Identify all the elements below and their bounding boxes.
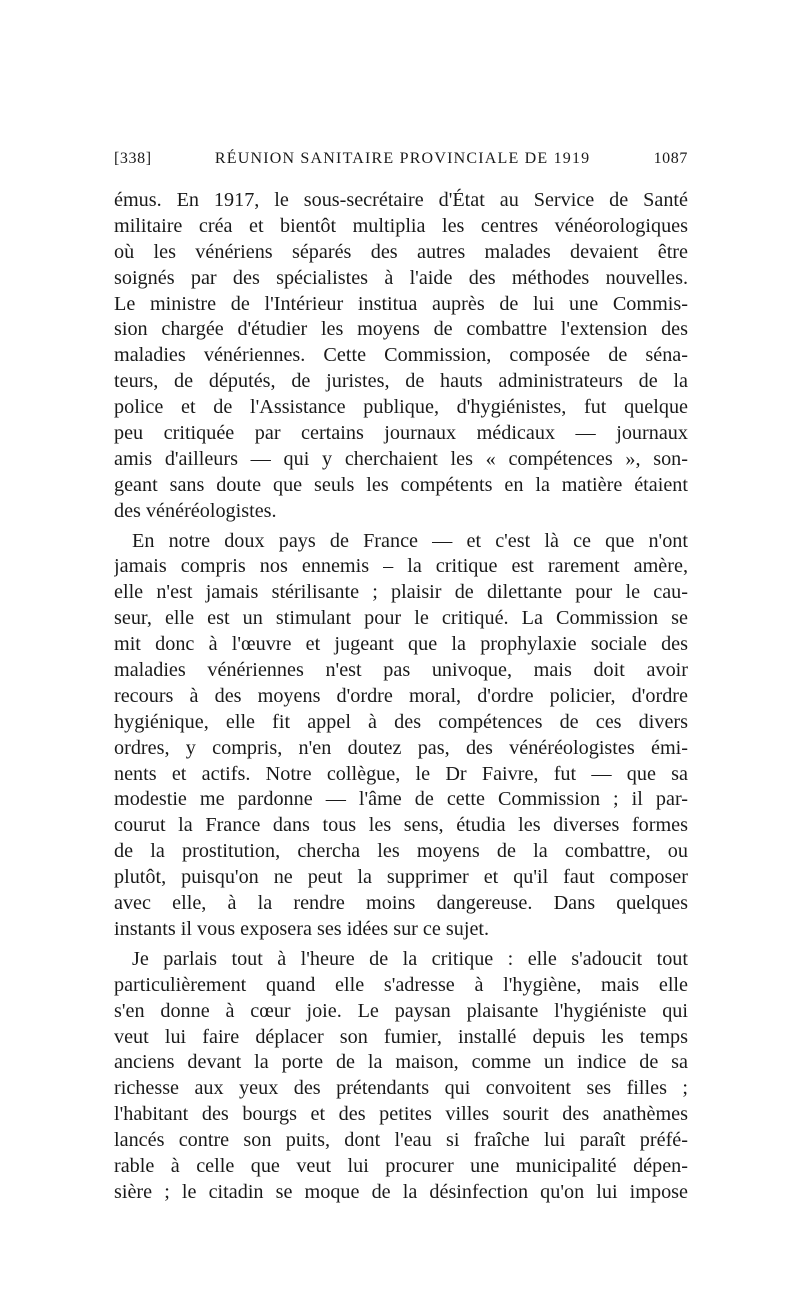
text-line: des vénéréologistes. [114,499,277,522]
text-line: soignés par des spécialistes à l'aide des méthodes nouvelles. [114,266,688,289]
text-line: s'en donne à cœur joie. Le paysan plaisante l'hygiéniste qui [114,999,688,1022]
text-line: plutôt, puisqu'on ne peut la supprimer et qu'il faut composer [114,866,688,889]
page-marker: [338] [114,150,152,167]
text-line: maladies vénériennes n'est pas univoque, mais doit avoir [114,659,688,682]
text-line: richesse aux yeux des prétendants qui convoitent ses filles ; [114,1077,688,1100]
text-line: ordres, y compris, n'en doutez pas, des vénéréologistes émi- [114,736,688,759]
text-line: recours à des moyens d'ordre moral, d'ordre policier, d'ordre [114,684,688,707]
text-line: peu critiquée par certains journaux médicaux — journaux [114,422,688,445]
text-line: anciens devant la porte de la maison, comme un indice de sa [114,1051,688,1074]
text-line: mit donc à l'œuvre et jugeant que la prophylaxie sociale des [114,633,688,656]
text-line: seur, elle est un stimulant pour le critiqué. La Commission se [114,607,688,630]
text-line: instants il vous exposera ses idées sur ce sujet. [114,917,490,940]
text-line: modestie me pardonne — l'âme de cette Commission ; il par- [114,788,688,811]
text-line: nents et actifs. Notre collègue, le Dr Faivre, fut — que sa [114,762,688,785]
text-line: l'habitant des bourgs et des petites villes sourit des anathèmes [114,1103,688,1126]
text-line: maladies vénériennes. Cette Commission, composée de séna- [114,344,688,367]
text-line: Le ministre de l'Intérieur institua auprès de lui une Commis- [114,292,688,315]
text-line: En notre doux pays de France — et c'est là ce que n'ont [132,529,688,552]
text-line: particulièrement quand elle s'adresse à l'hygiène, mais elle [114,973,688,996]
text-line: militaire créa et bientôt multiplia les centres vénéorologiques [114,214,688,237]
running-head [114,150,688,182]
text-line: hygiénique, elle fit appel à des compétences de ces divers [114,710,688,733]
text-line: teurs, de députés, de juristes, de hauts administrateurs de la [114,370,688,393]
text-line: sion chargée d'étudier les moyens de combattre l'extension des [114,318,688,341]
text-line: sière ; le citadin se moque de la désinfection qu'on lui impose [114,1180,688,1203]
text-line: jamais compris nos ennemis – la critique est rarement amère, [114,555,688,578]
text-line: elle n'est jamais stérilisante ; plaisir de dilettante pour le cau- [114,581,688,604]
body-text [114,188,688,1206]
text-line: avec elle, à la rendre moins dangereuse. Dans quelques [114,892,688,915]
text-line: Je parlais tout à l'heure de la critique : elle s'adoucit tout [132,947,688,970]
book-page [114,150,688,1206]
text-line: geant sans doute que seuls les compétents en la matière étaient [114,473,688,496]
text-line: police et de l'Assistance publique, d'hygiénistes, fut quelque [114,396,688,419]
text-line: courut la France dans tous les sens, étudia les diverses formes [114,814,688,837]
text-line: veut lui faire déplacer son fumier, installé depuis les temps [114,1025,688,1048]
text-line: lancés contre son puits, dont l'eau si fraîche lui paraît préfé- [114,1129,688,1152]
page-number: 1087 [653,150,688,167]
text-line: rable à celle que veut lui procurer une municipalité dépen- [114,1154,688,1177]
text-line: amis d'ailleurs — qui y cherchaient les « compétences », son- [114,447,688,470]
text-line: de la prostitution, chercha les moyens de la combattre, ou [114,840,688,863]
text-line: émus. En 1917, le sous-secrétaire d'État au Service de Santé [114,189,688,211]
running-title: RÉUNION SANITAIRE PROVINCIALE DE 1919 [214,150,591,167]
text-line: où les vénériens séparés des autres malades devaient être [114,240,688,263]
